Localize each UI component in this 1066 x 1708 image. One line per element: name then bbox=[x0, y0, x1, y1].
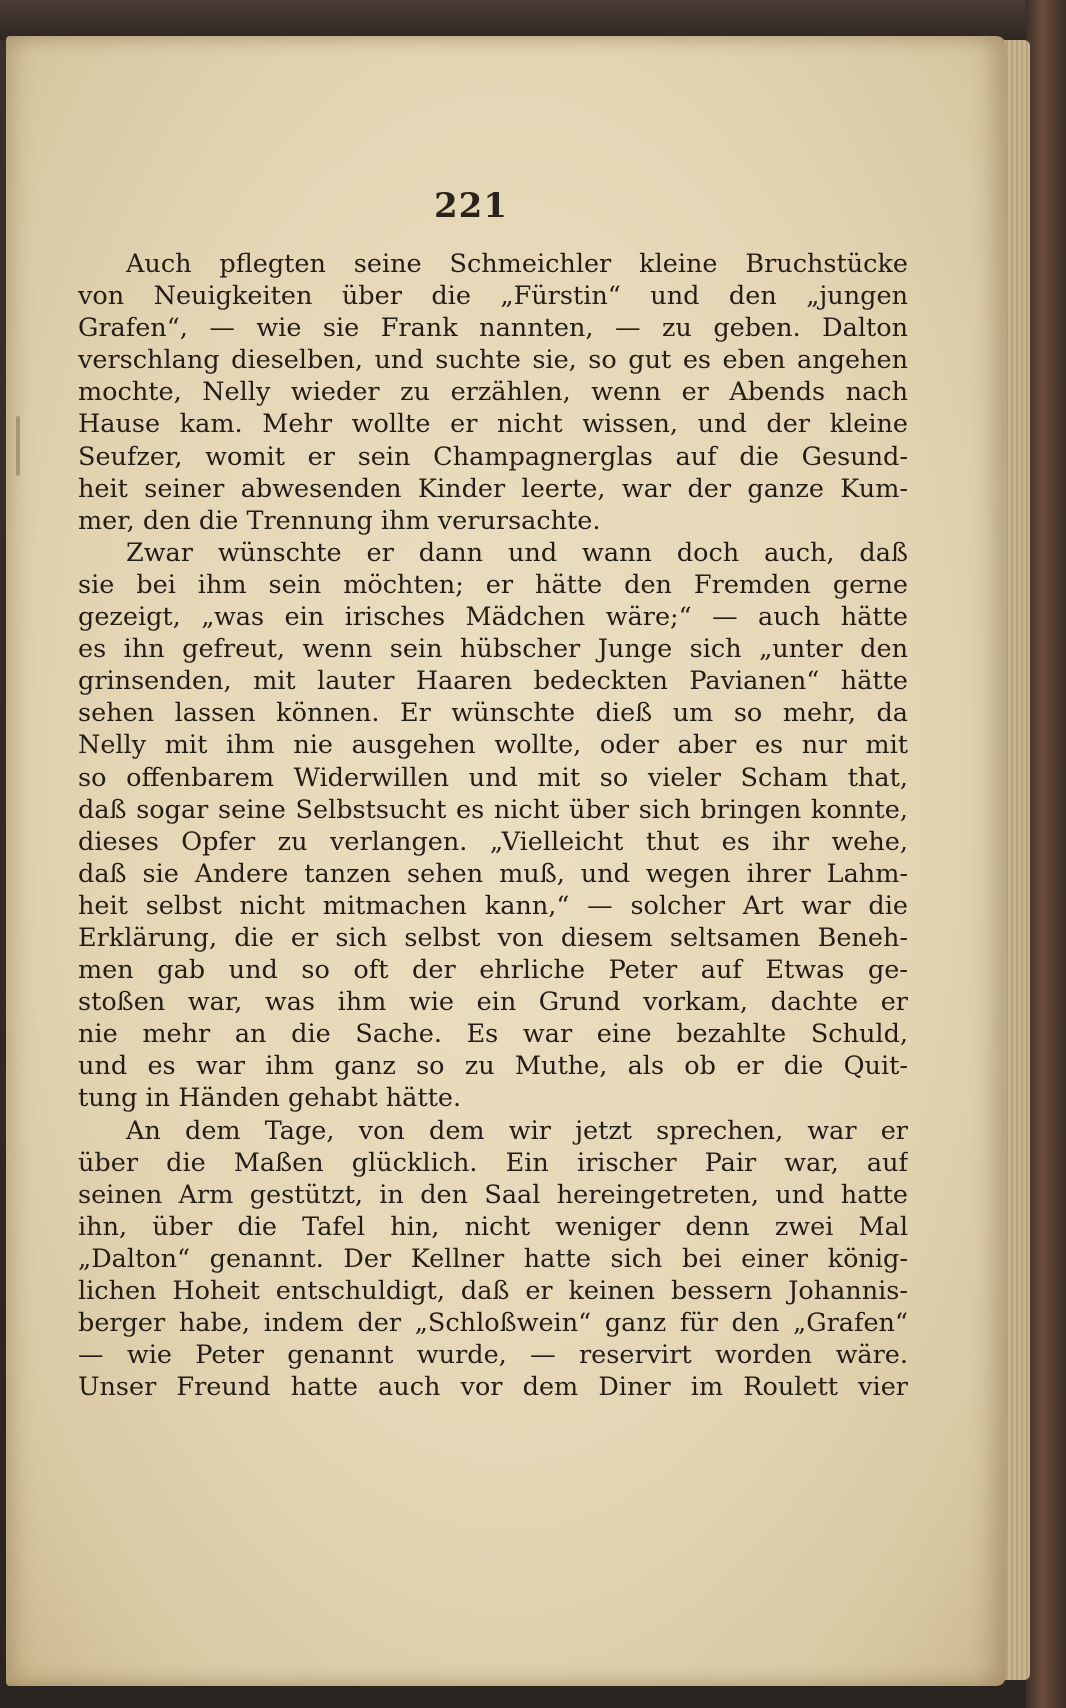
text-line: mochte, Nelly wieder zu erzählen, wenn er Abends nach bbox=[78, 377, 908, 408]
text-line: men gab und so oft der ehrliche Peter auf Etwas ge- bbox=[78, 955, 908, 986]
text-line: über die Maßen glücklich. Ein irischer Pair war, auf bbox=[78, 1147, 908, 1178]
text-line: ihn, über die Tafel hin, nicht weniger denn zwei Mal bbox=[78, 1211, 908, 1242]
text-line: sie bei ihm sein möchten; er hätte den Fremden gerne bbox=[78, 569, 908, 600]
text-line: so offenbarem Widerwillen und mit so vieler Scham that, bbox=[78, 762, 908, 793]
text-line: Seufzer, womit er sein Champagnerglas auf die Gesund- bbox=[78, 441, 908, 472]
text-line: Hause kam. Mehr wollte er nicht wissen, und der kleine bbox=[78, 409, 908, 440]
page-number: 221 bbox=[434, 186, 508, 226]
text-line: Auch pflegten seine Schmeichler kleine Bruchstücke bbox=[126, 249, 908, 279]
text-line: heit selbst nicht mitmachen kann,“ — solcher Art war die bbox=[78, 890, 908, 921]
text-line: es ihn gefreut, wenn sein hübscher Junge sich „unter den bbox=[78, 634, 908, 665]
text-line: Nelly mit ihm nie ausgehen wollte, oder aber es nur mit bbox=[78, 730, 908, 761]
text-line: stoßen war, was ihm wie ein Grund vorkam, dachte er bbox=[78, 987, 908, 1018]
text-line: — wie Peter genannt wurde, — reservirt worden wäre. bbox=[78, 1340, 908, 1371]
text-line: „Dalton“ genannt. Der Kellner hatte sich bei einer könig- bbox=[78, 1243, 908, 1274]
text-line: sehen lassen können. Er wünschte dieß um so mehr, da bbox=[78, 698, 908, 729]
book-page bbox=[6, 36, 1006, 1686]
text-line: Unser Freund hatte auch vor dem Diner im Roulett vier bbox=[78, 1372, 908, 1403]
book-cover-top-edge bbox=[0, 0, 1066, 40]
text-line: verschlang dieselben, und suchte sie, so gut es eben angehen bbox=[78, 345, 908, 376]
text-line: gezeigt, „was ein irisches Mädchen wäre;“ — auch hätte bbox=[78, 602, 908, 633]
text-line: lichen Hoheit entschuldigt, daß er keinen bessern Johannis- bbox=[78, 1276, 908, 1306]
text-line: Zwar wünschte er dann und wann doch auch, daß bbox=[126, 537, 908, 568]
text-line: und es war ihm ganz so zu Muthe, als ob er die Quit- bbox=[78, 1051, 908, 1082]
gutter-mark bbox=[16, 416, 20, 476]
book-cover-right-edge bbox=[1026, 0, 1066, 1708]
text-line: Erklärung, die er sich selbst von diesem seltsamen Beneh- bbox=[78, 922, 908, 953]
page-stack-edges bbox=[1004, 40, 1030, 1680]
text-line: Grafen“, — wie sie Frank nannten, — zu geben. Dalton bbox=[78, 313, 908, 344]
text-line: grinsenden, mit lauter Haaren bedeckten Pavianen“ hätte bbox=[78, 666, 908, 697]
text-line: dieses Opfer zu verlangen. „Vielleicht thut es ihr wehe, bbox=[78, 826, 908, 857]
text-line: seinen Arm gestützt, in den Saal hereingetreten, und hatte bbox=[78, 1179, 908, 1210]
text-line: heit seiner abwesenden Kinder leerte, war der ganze Kum- bbox=[78, 473, 908, 504]
text-line: daß sogar seine Selbstsucht es nicht über sich bringen konnte, bbox=[78, 794, 908, 825]
text-line: tung in Händen gehabt hätte. bbox=[78, 1083, 462, 1114]
text-line: berger habe, indem der „Schloßwein“ ganz für den „Grafen“ bbox=[78, 1308, 908, 1339]
text-line: An dem Tage, von dem wir jetzt sprechen, war er bbox=[126, 1115, 908, 1146]
body-text bbox=[78, 248, 908, 1403]
text-line: nie mehr an die Sache. Es war eine bezahlte Schuld, bbox=[78, 1019, 908, 1050]
text-line: daß sie Andere tanzen sehen muß, und wegen ihrer Lahm- bbox=[78, 858, 908, 889]
text-line: mer, den die Trennung ihm verursachte. bbox=[78, 505, 601, 536]
text-line: von Neuigkeiten über die „Fürstin“ und den „jungen bbox=[78, 281, 908, 312]
